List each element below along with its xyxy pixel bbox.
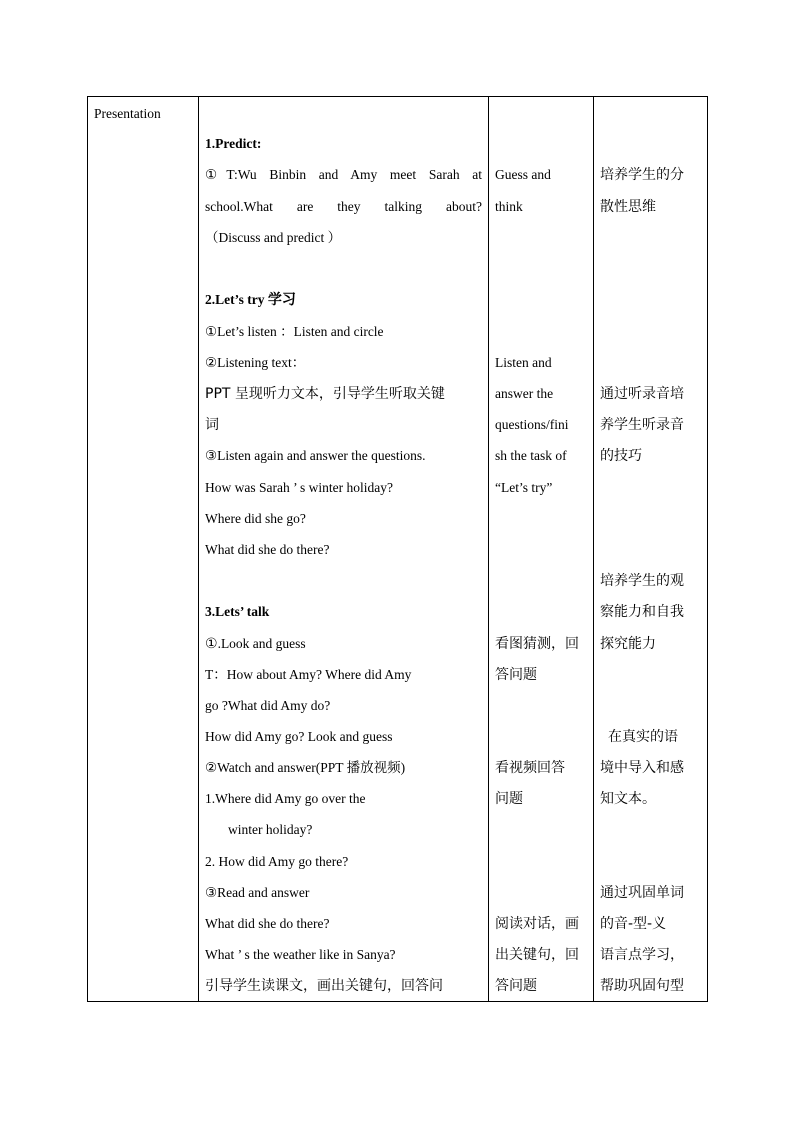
content-line: Where did she go? — [205, 511, 306, 526]
purpose-line: 培养学生的观 — [600, 573, 684, 589]
student-line: 答问题 — [495, 978, 537, 994]
student-line: 看图猜测，回 — [495, 636, 579, 652]
purpose-line: 散性思维 — [600, 199, 656, 215]
purpose-line: 养学生听录音 — [600, 417, 684, 433]
purpose-line: 的技巧 — [600, 448, 642, 464]
student-line: 阅读对话，画 — [495, 916, 579, 932]
table-row — [88, 97, 708, 1002]
student-line: 出关键句，回 — [495, 947, 579, 963]
purpose-line: 通过巩固单词 — [600, 885, 684, 901]
content-line: school.What are they talking about? — [205, 199, 482, 214]
student-line: 答问题 — [495, 667, 537, 683]
content-line: ②Watch and answer(PPT 播放视频) — [205, 760, 406, 775]
talk-heading: 3.Lets’ talk — [205, 604, 270, 619]
content-line: winter holiday? — [228, 822, 313, 837]
student-line: Guess and — [495, 167, 551, 182]
content-line: How was Sarah ’ s winter holiday? — [205, 480, 393, 495]
purpose-line: 通过听录音培 — [600, 386, 684, 402]
content-line: What did she do there? — [205, 916, 330, 931]
stage-cell — [88, 97, 199, 1002]
content-line: ①.Look and guess — [205, 636, 306, 652]
purpose-line: 帮助巩固句型 — [600, 978, 684, 994]
purpose-cell — [594, 97, 708, 1002]
purpose-line: 境中导入和感 — [600, 760, 684, 776]
stage-label: Presentation — [94, 106, 161, 121]
content-line: 引导学生读课文，画出关键句，回答问 — [205, 978, 443, 994]
student-activity-cell — [489, 97, 594, 1002]
lesson-plan-table — [87, 96, 708, 1002]
student-line: answer the — [495, 386, 554, 401]
content-line: What ’ s the weather like in Sanya? — [205, 947, 396, 962]
content-line: 词 — [205, 417, 219, 433]
purpose-line: 在真实的语 — [608, 729, 678, 745]
purpose-line: 语言点学习， — [600, 947, 684, 963]
purpose-line: 探究能力 — [600, 636, 656, 652]
predict-heading: 1.Predict: — [205, 136, 262, 151]
content-line: 2. How did Amy go there? — [205, 854, 349, 869]
purpose-line: 知文本。 — [600, 791, 656, 807]
content-line: ①T:Wu Binbin and Amy meet Sarah at — [205, 167, 482, 182]
student-line: think — [495, 199, 523, 214]
content-line: （Discuss and predict ） — [205, 230, 342, 245]
content-line: PPT 呈现听力文本，引导学生听取关键 — [205, 386, 445, 402]
purpose-line: 的音-型-义 — [600, 916, 667, 932]
content-cell — [199, 97, 489, 1002]
student-line: “Let’s try” — [495, 480, 553, 495]
purpose-line: 培养学生的分 — [600, 167, 684, 183]
student-line: questions/fini — [495, 417, 569, 432]
content-line: ②Listening text： — [205, 355, 306, 370]
content-line: How did Amy go? Look and guess — [205, 729, 393, 744]
try-heading: 2.Let’s try 学习 — [205, 292, 296, 308]
student-line: sh the task of — [495, 448, 567, 463]
student-line: 问题 — [495, 791, 523, 807]
content-line: go ?What did Amy do? — [205, 698, 331, 713]
purpose-line: 察能力和自我 — [600, 604, 684, 620]
content-line: 1.Where did Amy go over the — [205, 791, 366, 806]
content-line: What did she do there? — [205, 542, 330, 557]
content-line: ③Listen again and answer the questions. — [205, 448, 426, 463]
student-line: 看视频回答 — [495, 760, 565, 776]
content-line: ③Read and answer — [205, 885, 310, 900]
content-line: T：How about Amy? Where did Amy — [205, 667, 412, 682]
student-line: Listen and — [495, 355, 552, 370]
content-line: ①Let’s listen ：Listen and circle — [205, 324, 384, 339]
